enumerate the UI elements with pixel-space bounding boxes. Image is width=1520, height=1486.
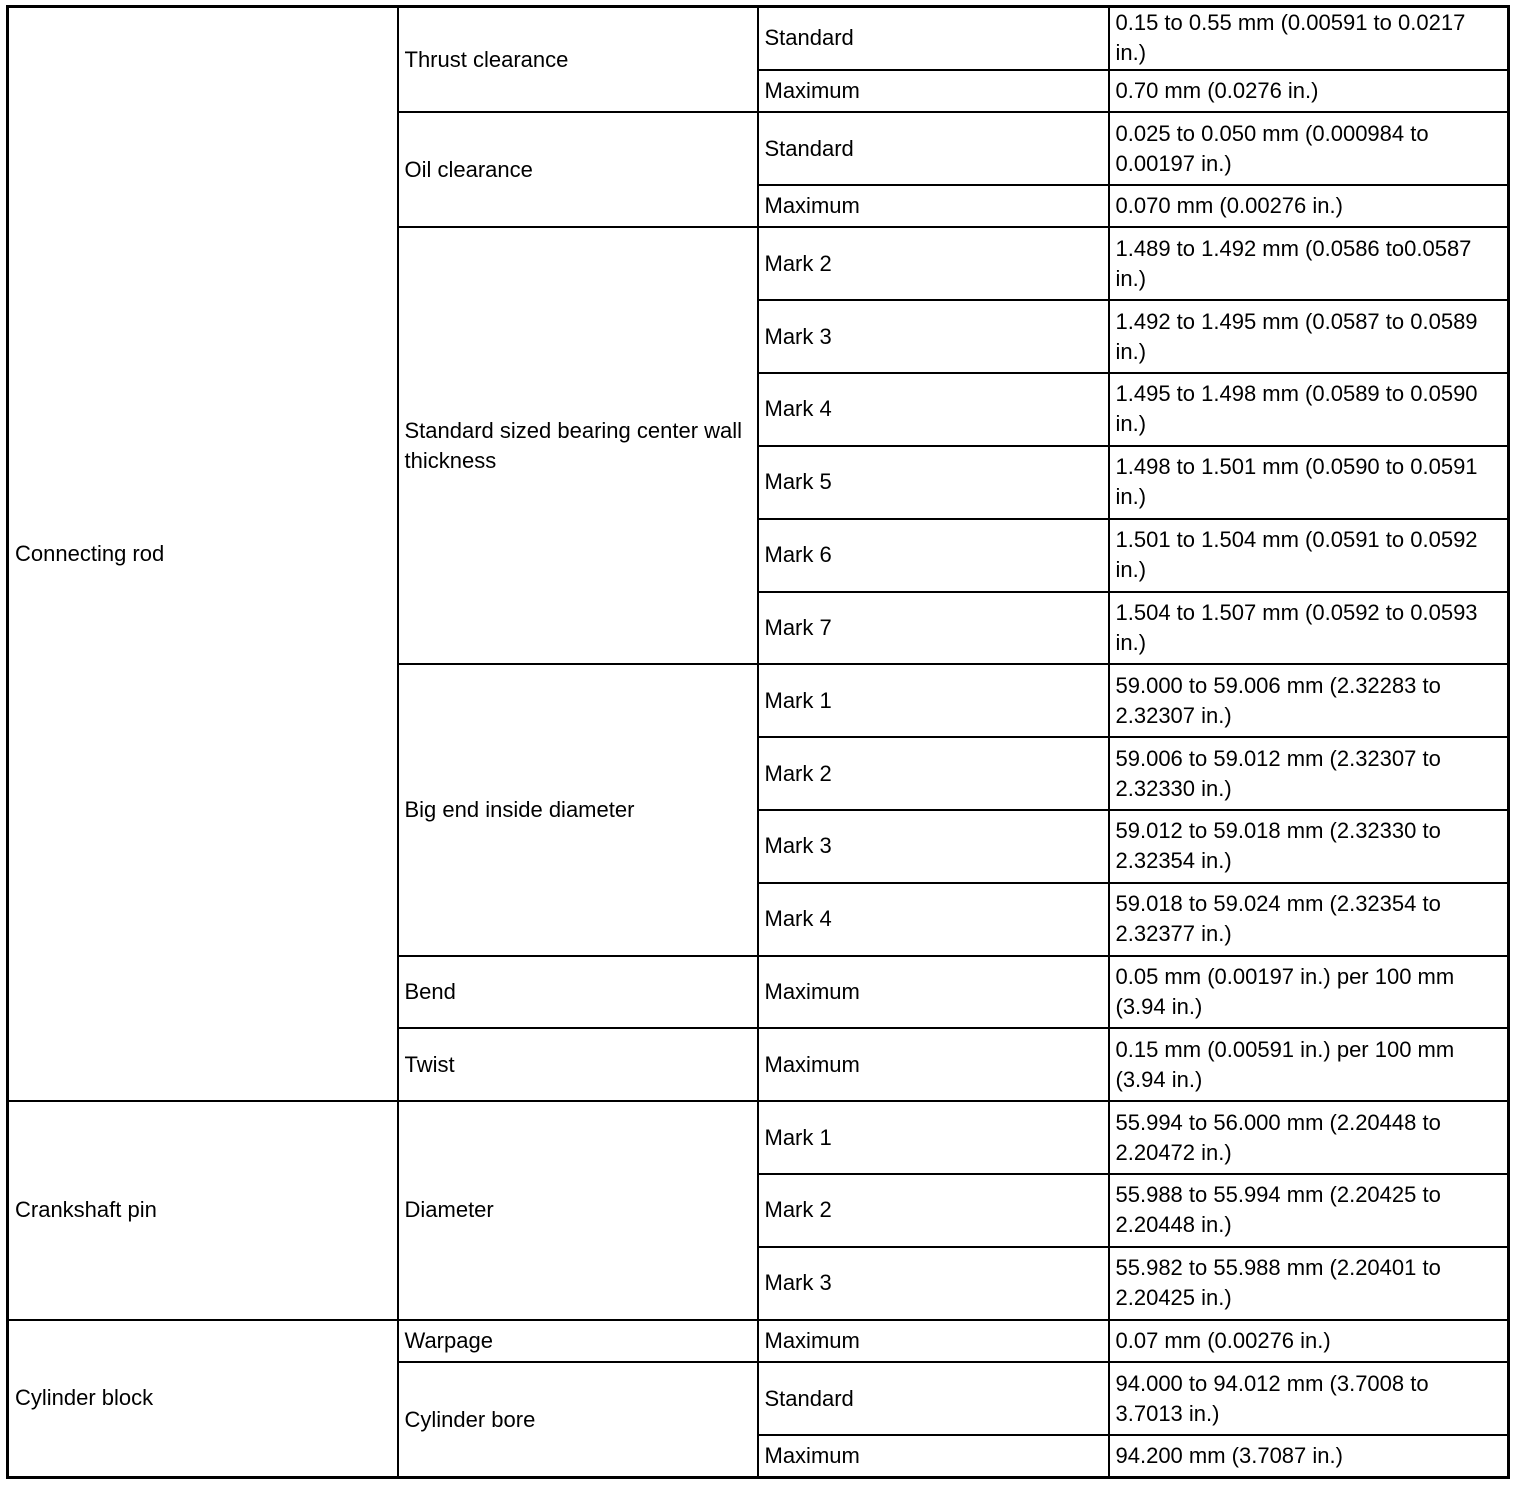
value-cell: 59.018 to 59.024 mm (2.32354 to 2.32377 in.) bbox=[1109, 883, 1509, 956]
item-cell: Big end inside diameter bbox=[398, 664, 758, 955]
item-cell: Oil clearance bbox=[398, 112, 758, 227]
condition-cell: Maximum bbox=[758, 1435, 1109, 1478]
item-cell: Thrust clearance bbox=[398, 7, 758, 113]
condition-cell: Mark 1 bbox=[758, 1101, 1109, 1174]
condition-cell: Mark 2 bbox=[758, 737, 1109, 810]
condition-cell: Standard bbox=[758, 7, 1109, 70]
item-cell: Diameter bbox=[398, 1101, 758, 1319]
condition-cell: Mark 2 bbox=[758, 227, 1109, 300]
condition-cell: Standard bbox=[758, 1362, 1109, 1435]
value-cell: 1.495 to 1.498 mm (0.0589 to 0.0590 in.) bbox=[1109, 373, 1509, 446]
item-cell: Warpage bbox=[398, 1320, 758, 1362]
condition-cell: Mark 3 bbox=[758, 300, 1109, 373]
value-cell: 94.200 mm (3.7087 in.) bbox=[1109, 1435, 1509, 1478]
value-cell: 59.012 to 59.018 mm (2.32330 to 2.32354 in.) bbox=[1109, 810, 1509, 883]
value-cell: 0.070 mm (0.00276 in.) bbox=[1109, 185, 1509, 227]
value-cell: 1.492 to 1.495 mm (0.0587 to 0.0589 in.) bbox=[1109, 300, 1509, 373]
item-cell: Standard sized bearing center wall thickness bbox=[398, 227, 758, 664]
component-cell: Crankshaft pin bbox=[8, 1101, 398, 1319]
condition-cell: Mark 2 bbox=[758, 1174, 1109, 1247]
table-row bbox=[8, 1101, 1509, 1174]
value-cell: 1.501 to 1.504 mm (0.0591 to 0.0592 in.) bbox=[1109, 519, 1509, 592]
value-cell: 0.07 mm (0.00276 in.) bbox=[1109, 1320, 1509, 1362]
condition-cell: Maximum bbox=[758, 1028, 1109, 1101]
item-cell: Cylinder bore bbox=[398, 1362, 758, 1477]
value-cell: 1.498 to 1.501 mm (0.0590 to 0.0591 in.) bbox=[1109, 446, 1509, 519]
value-cell: 1.489 to 1.492 mm (0.0586 to0.0587 in.) bbox=[1109, 227, 1509, 300]
table-row bbox=[8, 7, 1509, 70]
condition-cell: Mark 7 bbox=[758, 592, 1109, 665]
component-cell: Connecting rod bbox=[8, 7, 398, 1102]
value-cell: 59.000 to 59.006 mm (2.32283 to 2.32307 in.) bbox=[1109, 664, 1509, 737]
condition-cell: Mark 1 bbox=[758, 664, 1109, 737]
value-cell: 0.15 to 0.55 mm (0.00591 to 0.0217 in.) bbox=[1109, 7, 1509, 70]
value-cell: 0.05 mm (0.00197 in.) per 100 mm (3.94 in.) bbox=[1109, 956, 1509, 1029]
value-cell: 1.504 to 1.507 mm (0.0592 to 0.0593 in.) bbox=[1109, 592, 1509, 665]
value-cell: 94.000 to 94.012 mm (3.7008 to 3.7013 in.) bbox=[1109, 1362, 1509, 1435]
condition-cell: Maximum bbox=[758, 185, 1109, 227]
component-cell: Cylinder block bbox=[8, 1320, 398, 1478]
condition-cell: Mark 4 bbox=[758, 883, 1109, 956]
value-cell: 0.70 mm (0.0276 in.) bbox=[1109, 70, 1509, 112]
condition-cell: Mark 4 bbox=[758, 373, 1109, 446]
condition-cell: Mark 3 bbox=[758, 810, 1109, 883]
value-cell: 0.025 to 0.050 mm (0.000984 to 0.00197 in.) bbox=[1109, 112, 1509, 185]
condition-cell: Maximum bbox=[758, 1320, 1109, 1362]
condition-cell: Mark 5 bbox=[758, 446, 1109, 519]
value-cell: 59.006 to 59.012 mm (2.32307 to 2.32330 in.) bbox=[1109, 737, 1509, 810]
value-cell: 0.15 mm (0.00591 in.) per 100 mm (3.94 in.) bbox=[1109, 1028, 1509, 1101]
condition-cell: Standard bbox=[758, 112, 1109, 185]
item-cell: Bend bbox=[398, 956, 758, 1029]
item-cell: Twist bbox=[398, 1028, 758, 1101]
condition-cell: Mark 3 bbox=[758, 1247, 1109, 1320]
condition-cell: Mark 6 bbox=[758, 519, 1109, 592]
spec-table bbox=[6, 5, 1510, 1479]
value-cell: 55.994 to 56.000 mm (2.20448 to 2.20472 in.) bbox=[1109, 1101, 1509, 1174]
table-row bbox=[8, 1320, 1509, 1362]
value-cell: 55.982 to 55.988 mm (2.20401 to 2.20425 in.) bbox=[1109, 1247, 1509, 1320]
condition-cell: Maximum bbox=[758, 70, 1109, 112]
value-cell: 55.988 to 55.994 mm (2.20425 to 2.20448 in.) bbox=[1109, 1174, 1509, 1247]
condition-cell: Maximum bbox=[758, 956, 1109, 1029]
